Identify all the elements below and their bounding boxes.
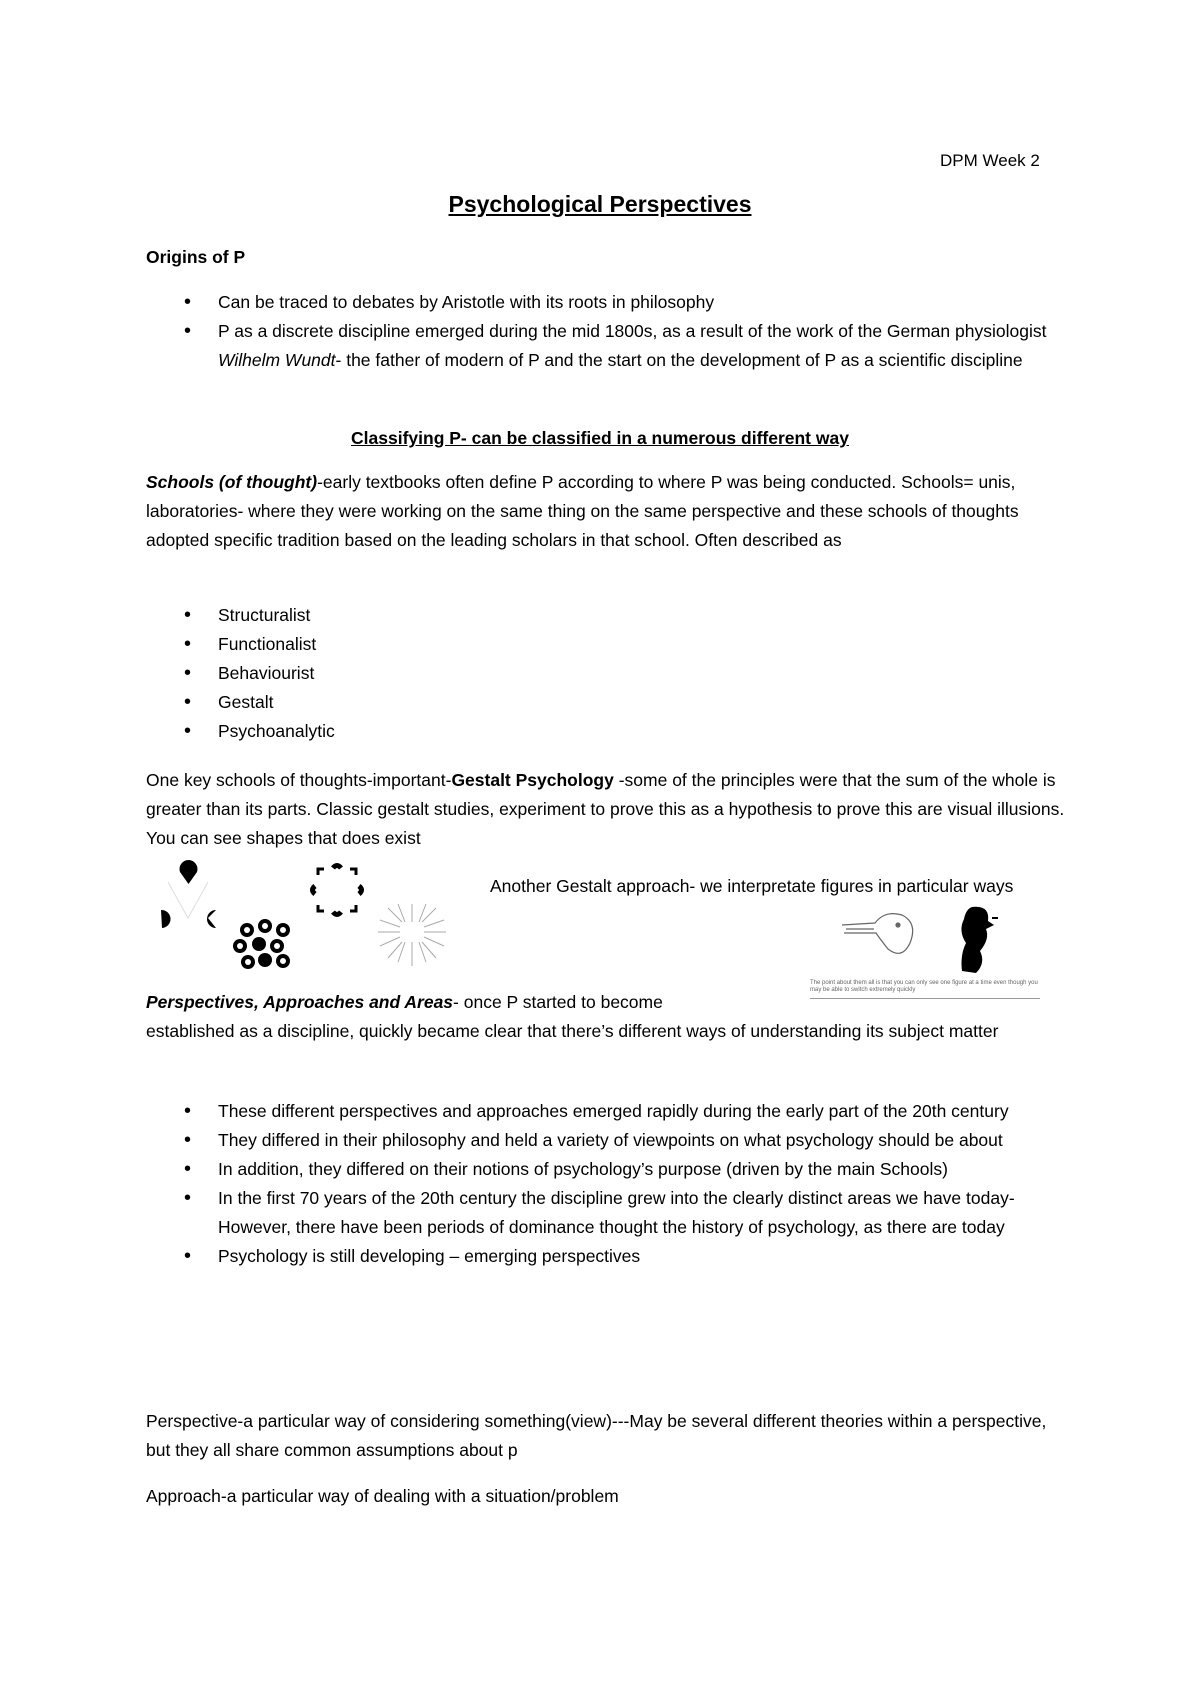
schools-list <box>146 601 746 746</box>
gestalt-illusions-figure <box>150 860 490 975</box>
list-item-text: Functionalist <box>218 634 317 654</box>
approach-definition: Approach-a particular way of dealing with a situation/problem <box>146 1486 619 1506</box>
list-item <box>146 717 746 746</box>
origins-list <box>146 288 1066 375</box>
perspectives-paragraph <box>146 988 1066 1017</box>
schools-text: -early textbooks often define P according to where P was being conducted. Schools= unis, laboratories- where they were working on the same thing on the same perspective and these schools of thoughts adopted specific tradition based on the leading scholars in that school. Often described as <box>146 472 1019 550</box>
classifying-title: Classifying P- can be classified in a numerous different way <box>351 428 849 448</box>
list-item <box>146 1155 1066 1184</box>
kanizsa-triangle-figure <box>161 860 216 928</box>
another-gestalt-text: Another Gestalt approach- we interpretate figures in particular ways <box>490 876 1014 896</box>
schools-paragraph <box>146 468 1066 555</box>
list-item-text: Psychoanalytic <box>218 721 335 741</box>
perspectives-text: - once P started to become <box>453 992 663 1012</box>
list-item <box>146 601 746 630</box>
schools-label: Schools (of thought) <box>146 472 318 492</box>
list-item-text: Psychology is still developing – emerging perspectives <box>218 1246 641 1266</box>
duck-rabbit-figure <box>842 914 913 954</box>
gestalt-text: One key schools of thoughts-important- <box>146 770 452 790</box>
figure-caption: The point about them all is that you can only see one figure at a time even though you may be able to switch extremely quickly <box>810 980 1040 999</box>
list-item-text: In addition, they differed on their notions of psychology’s purpose (driven by the main Schools) <box>218 1159 948 1179</box>
perspectives-list <box>146 1097 1066 1271</box>
list-item <box>146 1242 1066 1271</box>
gestalt-paragraph <box>146 766 1066 853</box>
list-item-text: - the father of modern of P and the start on the development of P as a scientific discipline <box>335 350 1023 370</box>
list-item <box>146 1097 1066 1126</box>
list-item-text: Can be traced to debates by Aristotle with its roots in philosophy <box>218 292 715 312</box>
perspective-definition: Perspective-a particular way of considering something(view)---May be several different theories within a perspective, but they all share common assumptions about p <box>146 1411 1047 1460</box>
list-item <box>146 659 746 688</box>
bracket-circle-figure <box>313 866 362 915</box>
list-item <box>146 1126 1066 1155</box>
sunburst-figure <box>378 904 446 966</box>
list-item <box>146 288 1066 317</box>
list-item-text: They differed in their philosophy and held a variety of viewpoints on what psychology should be about <box>218 1130 1003 1150</box>
list-item-text: Gestalt <box>218 692 274 712</box>
pacman-cluster-figure <box>233 919 290 969</box>
perspectives-label: Perspectives, Approaches and Areas <box>146 992 454 1012</box>
page-title: Psychological Perspectives <box>448 191 752 217</box>
perspectives-text: established as a discipline, quickly became clear that there’s different ways of understanding its subject matter <box>146 1021 999 1041</box>
list-item <box>146 1184 1066 1242</box>
perspectives-paragraph-cont <box>146 1017 1066 1046</box>
gestalt-bold: Gestalt Psychology <box>451 770 614 790</box>
list-item-text: Behaviourist <box>218 663 315 683</box>
wundt-name: Wilhelm Wundt <box>218 350 336 370</box>
list-item <box>146 630 746 659</box>
list-item-text: These different perspectives and approaches emerged rapidly during the early part of the 20th century <box>218 1101 1009 1121</box>
list-item <box>146 688 746 717</box>
list-item <box>146 317 1066 375</box>
header-label: DPM Week 2 <box>940 151 1040 170</box>
face-saxophonist-figure <box>961 907 998 973</box>
origins-heading: Origins of P <box>146 247 246 267</box>
ambiguous-figures-image <box>840 905 1020 980</box>
list-item-text: In the first 70 years of the 20th century the discipline grew into the clearly distinct areas we have today-However, there have been periods of dominance thought the history of psychology, as there are today <box>218 1188 1015 1237</box>
list-item-text: Structuralist <box>218 605 311 625</box>
gestalt-text: -some of the principles were that the sum of the whole is greater than its parts. Classic gestalt studies, experiment to prove this as a hypothesis to prove this are visual illusions. You can see shapes that does exist <box>146 770 1065 848</box>
list-item-text: P as a discrete discipline emerged during the mid 1800s, as a result of the work of the German physiologist <box>218 321 1047 341</box>
